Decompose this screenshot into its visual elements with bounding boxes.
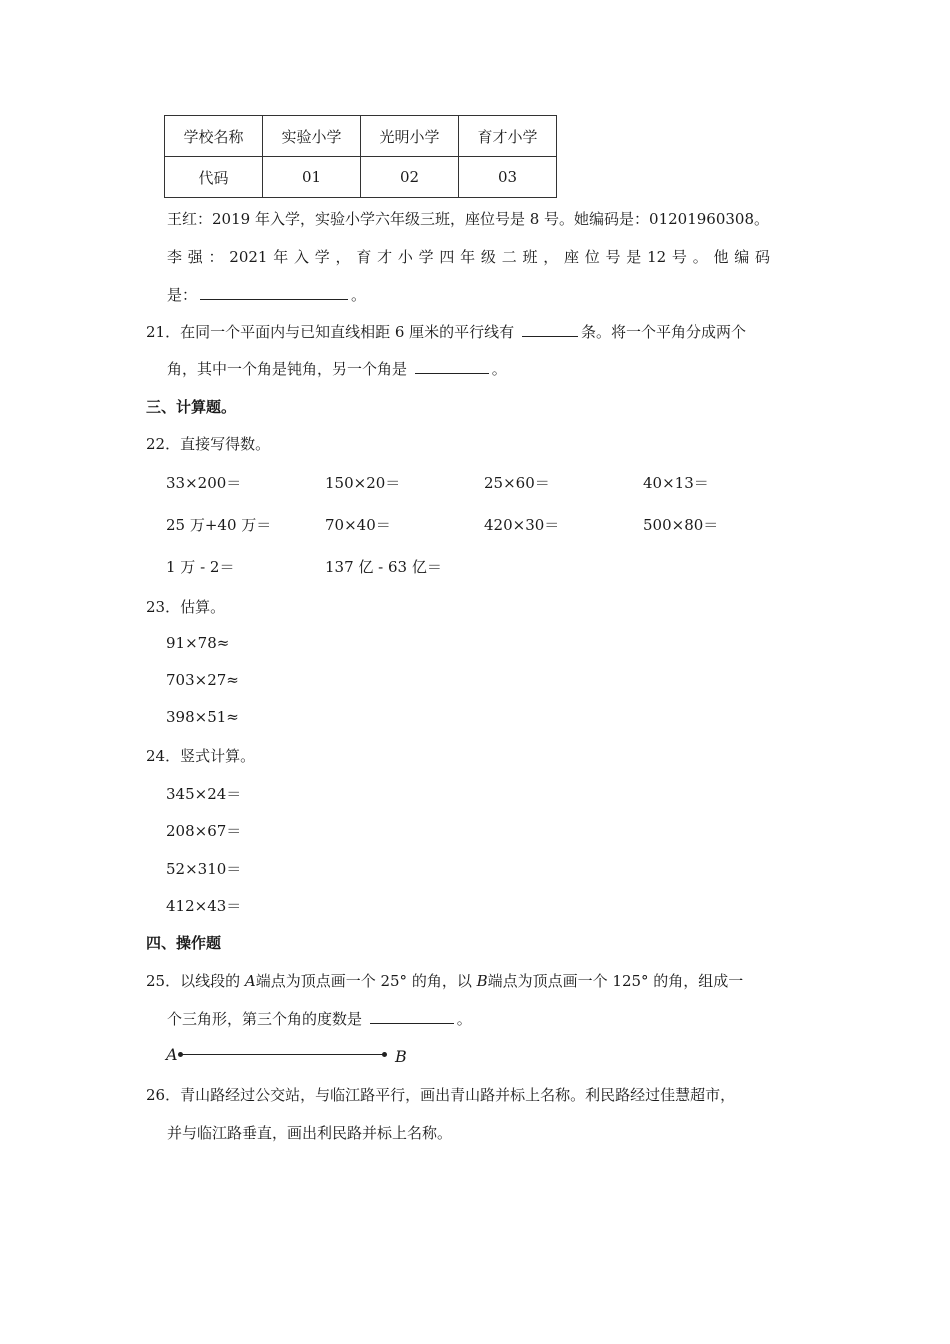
q22-item: 150×20＝ <box>325 474 401 492</box>
q21-blank-2[interactable] <box>415 359 489 374</box>
q25-point-b: B <box>476 972 488 990</box>
q20-answer-line <box>167 284 366 305</box>
q26-line2: 并与临江路垂直，画出利民路并标上名称。 <box>167 1124 453 1142</box>
q22-item: 33×200＝ <box>166 474 242 492</box>
section-3-heading: 三、计算题。 <box>146 398 237 416</box>
q22-item: 40×13＝ <box>643 474 709 492</box>
q25-text-b: 端点为顶点画一个 25° 的角，以 <box>255 972 477 990</box>
segment-endpoint-b <box>382 1052 387 1057</box>
section-4-heading: 四、操作题 <box>146 934 222 952</box>
table-row <box>165 157 557 198</box>
segment-label-a: A <box>166 1045 178 1064</box>
q23-item: 703×27≈ <box>166 671 239 689</box>
table-cell: 02 <box>361 157 459 198</box>
table-cell: 03 <box>459 157 557 198</box>
q25-point-a: A <box>244 972 256 990</box>
q25-answer-blank[interactable] <box>370 1009 454 1024</box>
school-code-table <box>164 115 557 198</box>
table-cell: 光明小学 <box>361 116 459 157</box>
q23-item: 398×51≈ <box>166 708 239 726</box>
q22-item: 1 万 - 2＝ <box>166 558 235 576</box>
q21-line1 <box>146 321 746 342</box>
q22-item: 25 万+40 万＝ <box>166 516 272 534</box>
q22-item: 420×30＝ <box>484 516 560 534</box>
q25-text-a: 25．以线段的 <box>146 972 245 990</box>
q21-text-a: 21．在同一个平面内与已知直线相距 6 厘米的平行线有 <box>146 323 519 341</box>
q20-answer-blank[interactable] <box>200 285 348 300</box>
q24-title: 24．竖式计算。 <box>146 747 256 765</box>
q21-line2 <box>167 358 507 379</box>
table-cell: 01 <box>263 157 361 198</box>
q20-prefix: 是： <box>167 286 198 304</box>
q22-item: 500×80＝ <box>643 516 719 534</box>
q24-item: 208×67＝ <box>166 822 242 840</box>
q24-item: 412×43＝ <box>166 897 242 915</box>
q25-line1 <box>146 970 743 991</box>
q25-text-e: 。 <box>456 1010 472 1028</box>
q21-blank-1[interactable] <box>522 322 578 337</box>
q22-title: 22．直接写得数。 <box>146 435 271 453</box>
table-header-row <box>165 116 557 157</box>
table-cell: 学校名称 <box>165 116 263 157</box>
q23-title: 23．估算。 <box>146 598 226 616</box>
q24-item: 52×310＝ <box>166 860 242 878</box>
q24-item: 345×24＝ <box>166 785 242 803</box>
q22-item: 137 亿 - 63 亿＝ <box>325 558 442 576</box>
q20-liqiang-text: 李 强 ： 2021 年 入 学 ， 育 才 小 学 四 年 级 二 班 ， 座 位 号 是 12 号 。 他 编 码 <box>167 248 771 266</box>
q25-text-c: 端点为顶点画一个 125° 的角，组成一 <box>487 972 744 990</box>
q22-item: 70×40＝ <box>325 516 391 534</box>
q25-text-d: 个三角形，第三个角的度数是 <box>167 1010 367 1028</box>
segment-label-b: B <box>395 1047 407 1066</box>
q23-item: 91×78≈ <box>166 634 230 652</box>
q21-text-c: 角，其中一个角是钝角，另一个角是 <box>167 360 412 378</box>
q21-text-d: 。 <box>491 360 507 378</box>
q21-text-b: 条。将一个平角分成两个 <box>580 323 746 341</box>
segment-ab-line <box>180 1054 384 1055</box>
table-cell: 代码 <box>165 157 263 198</box>
q20-suffix: 。 <box>351 286 367 304</box>
q20-wanghong-text: 王红：2019 年入学，实验小学六年级三班，座位号是 8 号。她编码是：01201960308。 <box>167 210 770 228</box>
q25-line2 <box>167 1008 472 1029</box>
table-cell: 实验小学 <box>263 116 361 157</box>
q22-item: 25×60＝ <box>484 474 550 492</box>
table-cell: 育才小学 <box>459 116 557 157</box>
q26-line1: 26．青山路经过公交站，与临江路平行，画出青山路并标上名称。利民路经过佳慧超市， <box>146 1086 736 1104</box>
